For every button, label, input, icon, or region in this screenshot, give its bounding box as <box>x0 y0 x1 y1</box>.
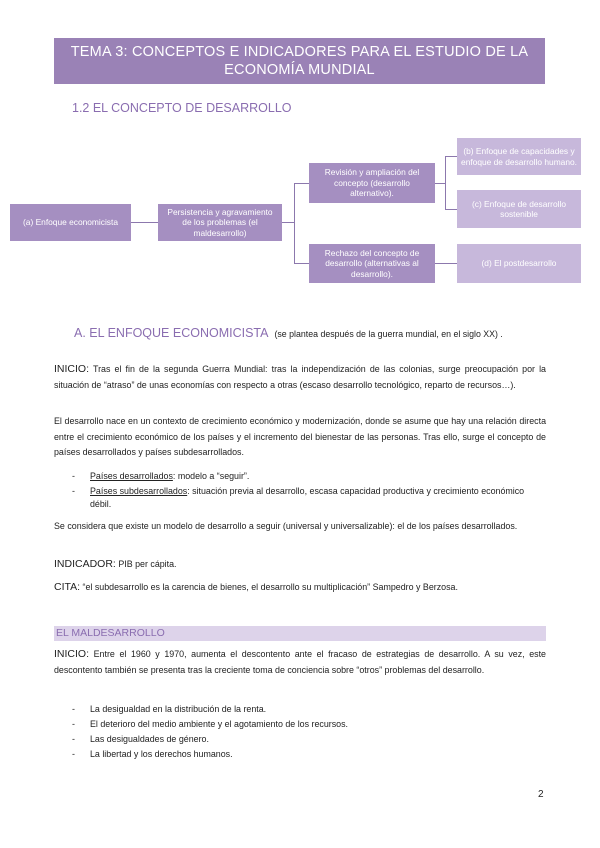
cita-line <box>54 580 546 596</box>
inicio-label: INICIO: <box>54 363 90 375</box>
diagram-node-alternativo: Revisión y ampliación del concepto (desarrollo alternativo). <box>309 163 435 203</box>
page-title <box>54 38 545 84</box>
cita-label: CITA: <box>54 581 81 593</box>
title-line-2: ECONOMÍA MUNDIAL <box>224 62 375 78</box>
list-item <box>72 470 546 483</box>
indicador-label: INDICADOR: <box>54 558 116 570</box>
connector <box>445 209 457 210</box>
indicador-text: PIB per cápita. <box>118 559 177 569</box>
maldesarrollo-heading: EL MALDESARROLLO <box>54 626 546 641</box>
list-item: - Las desigualdades de género. <box>72 733 546 746</box>
section-subtitle: 1.2 EL CONCEPTO DE DESARROLLO <box>72 101 292 115</box>
connector <box>445 156 457 157</box>
section-a-heading <box>74 326 503 340</box>
inicio-paragraph <box>54 362 546 393</box>
indicador-line <box>54 557 546 573</box>
definition: : modelo a “seguir”. <box>172 471 250 481</box>
context-paragraph: El desarrollo nace en un contexto de crecimiento económico y modernización, donde se asume que hay una relación directa entre el crecimiento económico de los países y el incremento del bienestar de las personas. Tras ello, surge el concepto de países desarrollados y países subdesarrollados. <box>54 416 546 457</box>
connector <box>435 263 457 264</box>
diagram-node-capacidades: (b) Enfoque de capacidades y enfoque de desarrollo humano. <box>457 138 581 175</box>
list-item <box>72 485 546 511</box>
countries-list <box>72 470 546 513</box>
list-item: - La libertad y los derechos humanos. <box>72 748 546 761</box>
term: Países desarrollados <box>90 471 173 481</box>
inicio-text: Entre el 1960 y 1970, aumenta el descontento ante el fracaso de estrategias de desarrollo. A su vez, este descontento también se presenta tras la creciente toma de conciencia sobre “otros” problemas del desarrollo. <box>54 649 546 675</box>
definition: : situación previa al desarrollo, escasa capacidad productiva y crecimiento económico débil. <box>90 486 525 509</box>
connector <box>435 183 445 184</box>
diagram-node-postdesarrollo: (d) El postdesarrollo <box>457 244 581 283</box>
connector <box>282 222 294 223</box>
diagram-node-maldesarrollo: Persistencia y agravamiento de los problemas (el maldesarrollo) <box>158 204 282 241</box>
connector <box>294 263 309 264</box>
section-a-note: (se plantea después de la guerra mundial, en el siglo XX) . <box>274 329 503 339</box>
diagram-node-sostenible: (c) Enfoque de desarrollo sostenible <box>457 190 581 228</box>
connector <box>294 183 309 184</box>
list-item: - El deterioro del medio ambiente y el agotamiento de los recursos. <box>72 718 546 731</box>
section-a-title: A. EL ENFOQUE ECONOMICISTA <box>74 326 269 340</box>
connector <box>294 183 295 264</box>
connector <box>131 222 158 223</box>
diagram-node-root: (a) Enfoque economicista <box>10 204 131 241</box>
maldesarrollo-paragraph <box>54 647 546 678</box>
page-number: 2 <box>538 789 544 800</box>
list-item: - La desigualdad en la distribución de la renta. <box>72 703 546 716</box>
inicio-label: INICIO: <box>54 648 90 660</box>
problems-list <box>72 703 546 763</box>
connector <box>445 156 446 210</box>
cita-text: “el subdesarrollo es la carencia de bienes, el desarrollo su multiplicación” Sampedro y Berzosa. <box>82 582 458 592</box>
model-paragraph: Se considera que existe un modelo de desarrollo a seguir (universal y universalizable): el de los países desarrollados. <box>54 521 518 531</box>
inicio-text: Tras el fin de la segunda Guerra Mundial: tras la independización de las colonias, surge preocupación por la situación de “atraso” de unas economías con respecto a otras (escaso desarrollo tecnológico, reparto de recursos…). <box>54 364 546 390</box>
title-line-1: TEMA 3: CONCEPTOS E INDICADORES PARA EL ESTUDIO DE LA <box>70 44 529 60</box>
diagram-node-rechazo: Rechazo del concepto de desarrollo (alternativas al desarrollo). <box>309 244 435 283</box>
term: Países subdesarrollados <box>90 486 188 496</box>
